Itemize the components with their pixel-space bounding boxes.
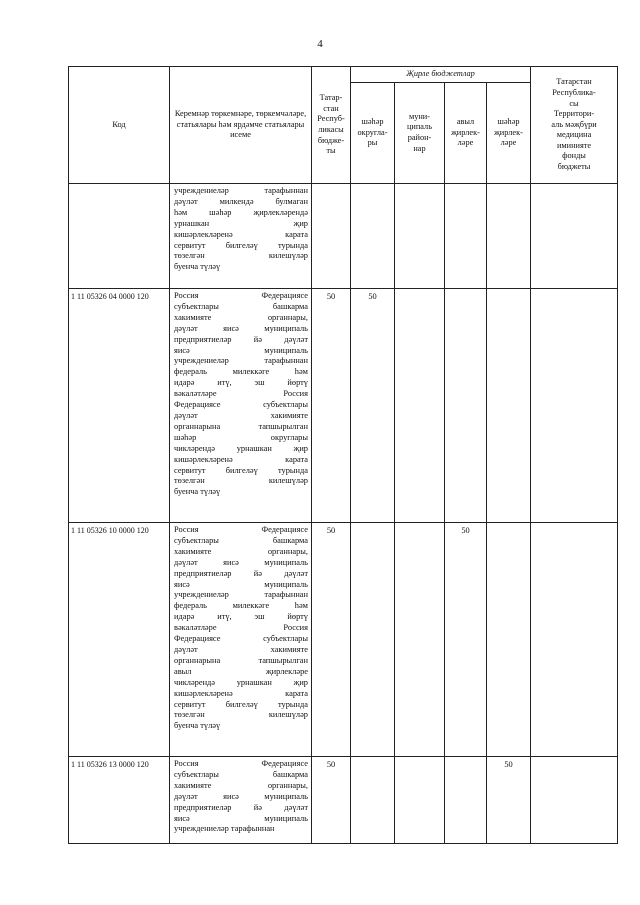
description-line: чикләрендә урнашкан җир bbox=[174, 677, 308, 687]
row-urban-settlements: 50 bbox=[487, 757, 531, 844]
description-line: Россия Федерациясе bbox=[174, 291, 308, 300]
header-city-districts bbox=[351, 83, 395, 184]
description-line: Федерациясе субъектлары bbox=[174, 634, 308, 644]
row-rural-settlements: 50 bbox=[445, 523, 487, 757]
row-city-districts bbox=[351, 757, 395, 844]
header-line: шәһәр bbox=[497, 117, 520, 127]
header-line: район- bbox=[407, 133, 432, 142]
description-line: кишәрлекләренә карата bbox=[174, 688, 308, 698]
header-line: Татар- bbox=[319, 93, 343, 103]
description-line: предприятиеләр йә дәүләт bbox=[174, 334, 308, 344]
table-row bbox=[69, 184, 618, 289]
row-municipal-districts bbox=[395, 184, 445, 289]
header-line: аль мәҗбүри bbox=[551, 119, 597, 129]
row-description bbox=[170, 523, 312, 757]
description-line: учреждениеләр тарафыннан bbox=[174, 590, 308, 600]
description-line: кишәрлекләренә карата bbox=[174, 454, 308, 464]
description-line: дәүләт яисә муниципаль bbox=[174, 557, 308, 567]
description-line: сервитут билгеләү турында bbox=[174, 240, 308, 250]
header-line: ры bbox=[367, 138, 378, 148]
header-line: стан bbox=[323, 103, 339, 113]
description-line: учреждениеләр тарафыннан bbox=[174, 824, 275, 834]
description-line: Россия Федерациясе bbox=[174, 759, 308, 768]
row-city-districts: 50 bbox=[351, 289, 395, 523]
description-line: буенча түләү bbox=[174, 721, 221, 731]
description-line: Россия Федерациясе bbox=[174, 525, 308, 534]
row-city-districts bbox=[351, 184, 395, 289]
header-line: иминияте bbox=[556, 140, 592, 150]
description-line: федераль милеккәге һәм bbox=[174, 601, 308, 611]
row-rt-budget: 50 bbox=[312, 289, 351, 523]
description-line: яисә муниципаль bbox=[174, 579, 308, 589]
row-urban-settlements bbox=[487, 523, 531, 757]
header-line: ты bbox=[326, 146, 336, 156]
description-line: субъектлары башкарма bbox=[174, 301, 308, 311]
header-local-budgets: Җирле бюджетлар bbox=[351, 67, 531, 83]
description-line: органнарына тапшырылган bbox=[174, 421, 308, 431]
description-line: дәүләт яисә муниципаль bbox=[174, 323, 308, 333]
header-line: җирлек- bbox=[451, 127, 480, 137]
row-code: 1 11 05326 10 0000 120 bbox=[69, 523, 170, 757]
description-line: шәһәр округлары bbox=[174, 432, 308, 442]
row-rural-settlements bbox=[445, 757, 487, 844]
row-rural-settlements bbox=[445, 289, 487, 523]
row-description bbox=[170, 289, 312, 523]
description-line: хакимияте органнары, bbox=[174, 546, 308, 556]
header-line: ципаль bbox=[406, 122, 432, 132]
description-line: органнарына тапшырылган bbox=[174, 655, 308, 665]
page-number: 4 bbox=[317, 38, 323, 50]
description-line: дәүләт хакимияте bbox=[174, 410, 308, 420]
header-line: ләре bbox=[500, 138, 517, 148]
header-municipal-districts bbox=[395, 83, 445, 184]
row-code bbox=[69, 184, 170, 289]
row-rt-budget: 50 bbox=[312, 523, 351, 757]
row-municipal-districts bbox=[395, 289, 445, 523]
description-line: буенча түләү bbox=[174, 262, 221, 272]
row-rt-budget: 50 bbox=[312, 757, 351, 844]
header-code: Код bbox=[69, 67, 170, 184]
row-municipal-districts bbox=[395, 757, 445, 844]
header-line: фонды bbox=[562, 151, 586, 161]
header-line: Татарстан bbox=[556, 77, 592, 87]
row-urban-settlements bbox=[487, 184, 531, 289]
header-line: бюджеты bbox=[557, 162, 591, 172]
row-medical-fund bbox=[531, 184, 618, 289]
row-code: 1 11 05326 13 0000 120 bbox=[69, 757, 170, 844]
table-row bbox=[69, 523, 618, 757]
description-line: Федерациясе субъектлары bbox=[174, 400, 308, 410]
description-line: урнашкан җир bbox=[174, 218, 308, 228]
header-line: ликасы bbox=[318, 125, 344, 134]
header-line: сы bbox=[569, 98, 579, 108]
row-medical-fund bbox=[531, 757, 618, 844]
description-line: идарә итү, эш йөртү bbox=[174, 612, 308, 622]
description-line: сервитут билгеләү турында bbox=[174, 465, 308, 475]
header-medical-fund bbox=[531, 67, 618, 184]
description-line: вәкаләтләре Россия bbox=[174, 623, 308, 633]
description-line: субъектлары башкарма bbox=[174, 769, 308, 779]
description-line: хакимияте органнары, bbox=[174, 780, 308, 790]
description-line: чикләрендә урнашкан җир bbox=[174, 443, 308, 453]
budget-distribution-table bbox=[68, 66, 618, 844]
description-line: дәүләт милкендә булмаган bbox=[174, 196, 308, 206]
row-rural-settlements bbox=[445, 184, 487, 289]
header-line: җирлек- bbox=[494, 127, 523, 137]
description-line: предприятиеләр йә дәүләт bbox=[174, 568, 308, 578]
description-line: федераль милеккәге һәм bbox=[174, 367, 308, 377]
header-name: Керемнәр төркемнәре, төркемчәләре, статьялары һәм ярдәмче статьялары исеме bbox=[170, 67, 312, 184]
header-line: Респуб- bbox=[317, 114, 345, 124]
header-line: Территори- bbox=[553, 109, 595, 119]
description-line: төзелгән килешүләр bbox=[174, 710, 308, 720]
row-medical-fund bbox=[531, 523, 618, 757]
description-line: авыл җирлекләре bbox=[174, 666, 308, 676]
description-line: учреждениеләр тарафыннан bbox=[174, 186, 308, 195]
description-line: субъектлары башкарма bbox=[174, 535, 308, 545]
description-line: төзелгән килешүләр bbox=[174, 251, 308, 261]
description-line: вәкаләтләре Россия bbox=[174, 389, 308, 399]
description-line: кишәрлекләренә карата bbox=[174, 229, 308, 239]
description-line: яисә муниципаль bbox=[174, 345, 308, 355]
header-rural-settlements bbox=[445, 83, 487, 184]
row-description bbox=[170, 184, 312, 289]
header-line: ләре bbox=[457, 138, 474, 148]
header-line: нар bbox=[413, 143, 426, 153]
description-line: идарә итү, эш йөртү bbox=[174, 378, 308, 388]
table-row bbox=[69, 289, 618, 523]
header-line: муни- bbox=[408, 111, 431, 121]
header-line: округла- bbox=[357, 127, 388, 137]
description-line: төзелгән килешүләр bbox=[174, 476, 308, 486]
description-line: һәм шәһәр җирлекләрендә bbox=[174, 207, 308, 217]
table-row bbox=[69, 757, 618, 844]
row-description bbox=[170, 757, 312, 844]
description-line: яисә муниципаль bbox=[174, 813, 308, 823]
description-line: буенча түләү bbox=[174, 487, 221, 497]
header-urban-settlements bbox=[487, 83, 531, 184]
header-line: медицина bbox=[556, 130, 592, 140]
header-line: Республика- bbox=[552, 87, 596, 97]
header-line: авыл bbox=[456, 117, 475, 127]
header-line: бюдже- bbox=[317, 135, 345, 145]
row-rt-budget bbox=[312, 184, 351, 289]
row-code: 1 11 05326 04 0000 120 bbox=[69, 289, 170, 523]
description-line: сервитут билгеләү турында bbox=[174, 699, 308, 709]
header-line: шәһәр bbox=[361, 117, 384, 127]
description-line: дәүләт хакимияте bbox=[174, 644, 308, 654]
row-municipal-districts bbox=[395, 523, 445, 757]
row-city-districts bbox=[351, 523, 395, 757]
header-rt-budget bbox=[312, 67, 351, 184]
description-line: предприятиеләр йә дәүләт bbox=[174, 802, 308, 812]
row-urban-settlements bbox=[487, 289, 531, 523]
row-medical-fund bbox=[531, 289, 618, 523]
description-line: дәүләт яисә муниципаль bbox=[174, 791, 308, 801]
description-line: учреждениеләр тарафыннан bbox=[174, 356, 308, 366]
description-line: хакимияте органнары, bbox=[174, 312, 308, 322]
